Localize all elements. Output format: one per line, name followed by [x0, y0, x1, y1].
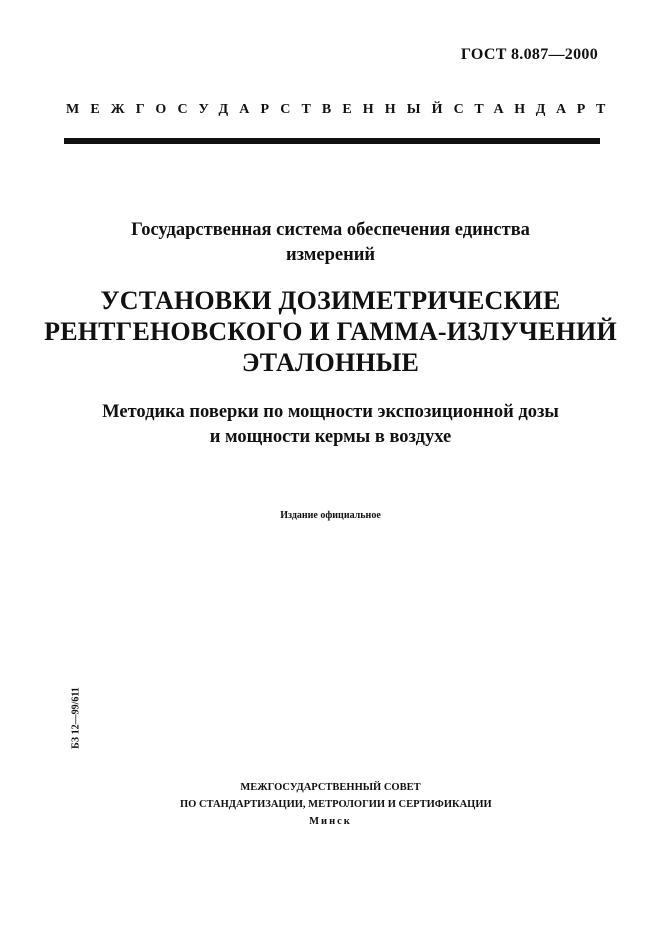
header-rule: [64, 138, 600, 144]
publisher-block: [180, 779, 492, 830]
main-title-line: ЭТАЛОННЫЕ: [241, 348, 420, 377]
standard-number: ГОСТ 8.087—2000: [460, 46, 598, 63]
series-title: [40, 218, 621, 268]
interstate-word: МЕЖГОСУДАРСТВЕННЫЙ: [66, 102, 454, 117]
edition-note: Издание официальное: [280, 510, 381, 521]
main-title-line: УСТАНОВКИ ДОЗИМЕТРИЧЕСКИЕ: [100, 286, 561, 315]
subtitle: [40, 400, 621, 450]
publisher-city: Минск: [309, 816, 352, 827]
main-title-line: РЕНТГЕНОВСКОГО И ГАММА-ИЗЛУЧЕНИЙ: [44, 317, 617, 346]
main-title: [30, 285, 631, 378]
series-title-line: Государственная система обеспечения единства: [131, 220, 530, 240]
side-code: БЗ 12—99/611: [70, 687, 82, 749]
publisher-line: МЕЖГОСУДАРСТВЕННЫЙ СОВЕТ: [240, 782, 421, 793]
standard-category-heading: [66, 102, 616, 118]
publisher-line: ПО СТАНДАРТИЗАЦИИ, МЕТРОЛОГИИ И СЕРТИФИКАЦИИ: [180, 799, 492, 810]
series-title-line: измерений: [285, 245, 376, 265]
subtitle-line: Методика поверки по мощности экспозиционной дозы: [102, 402, 559, 422]
standard-word: СТАНДАРТ: [453, 102, 616, 117]
subtitle-line: и мощности кермы в воздухе: [209, 427, 452, 447]
